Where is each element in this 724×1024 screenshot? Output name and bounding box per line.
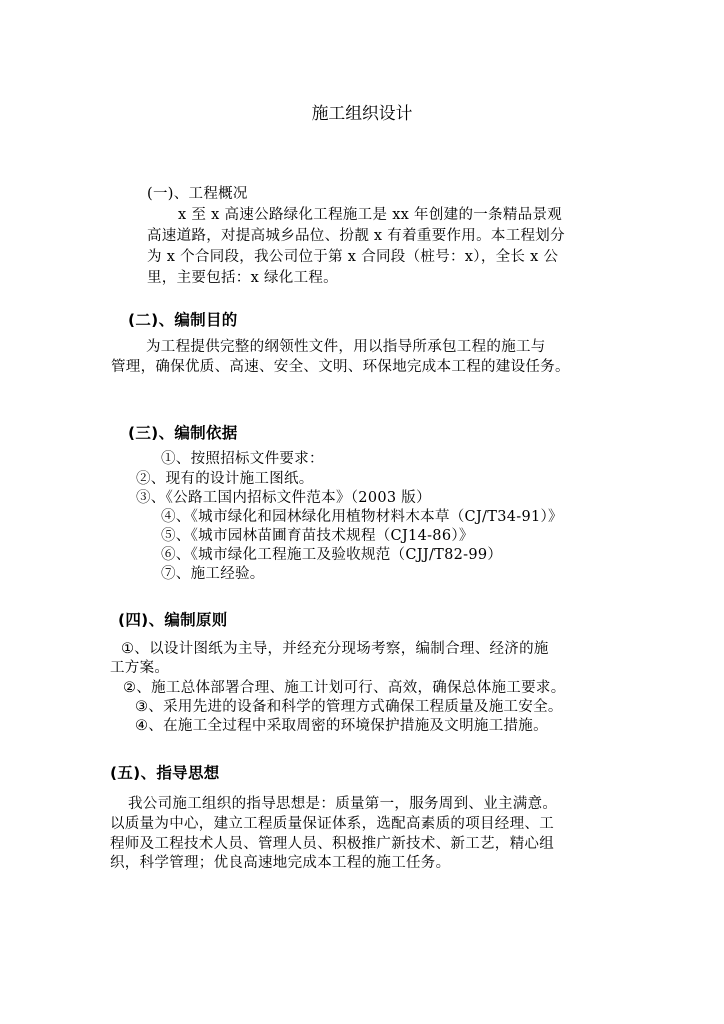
section4-heading: (四)、编制原则 [118,611,228,629]
section3-item: ②、现有的设计施工图纸。 [136,471,314,487]
section3-item: ⑥、《城市绿化工程施工及验收规范（CJJ/T82-99） [161,547,503,563]
section4-line: 工方案。 [110,660,170,676]
section3-heading: (三)、编制依据 [128,424,238,442]
section2-line: 管理，确保优质、高速、安全、文明、环保地完成本工程的建设任务。 [111,359,570,375]
section1-line: 里，主要包括：x 绿化工程。 [147,270,338,286]
section3-item: ①、按照招标文件要求： [161,451,324,467]
section4-line: ③、采用先进的设备和科学的管理方式确保工程质量及施工安全。 [135,699,563,715]
document-title: 施工组织设计 [311,103,413,123]
section1-line: 为 x 个合同段，我公司位于第 x 合同段（桩号：x），全长 x 公 [147,249,559,265]
section5-line: 以质量为中心，建立工程质量保证体系，选配高素质的项目经理、工 [110,816,554,832]
section3-item: ⑦、施工经验。 [161,566,265,582]
section4-line: ④、在施工全过程中采取周密的环境保护措施及文明施工措施。 [135,718,548,734]
section5-line: 我公司施工组织的指导思想是：质量第一，服务周到、业主满意。 [128,796,558,812]
section1-line: x 至 x 高速公路绿化工程施工是 xx 年创建的一条精品景观 [178,207,563,223]
section5-line: 程师及工程技术人员、管理人员、积极推广新技术、新工艺，精心组 [110,836,554,852]
section5-heading: (五)、指导思想 [110,764,220,782]
section2-heading: (二)、编制目的 [128,311,238,329]
section4-line: ②、施工总体部署合理、施工计划可行、高效，确保总体施工要求。 [123,680,566,696]
section1-heading: (一)、工程概况 [147,186,248,202]
section2-line: 为工程提供完整的纲领性文件，用以指导所承包工程的施工与 [146,339,546,355]
section4-line: ①、以设计图纸为主导，并经充分现场考察，编制合理、经济的施 [121,641,549,657]
section5-line: 织，科学管理；优良高速地完成本工程的施工任务。 [110,855,451,871]
section1-line: 高速道路，对提高城乡品位、扮靓 x 有着重要作用。本工程划分 [147,228,565,244]
section3-item: ④、《城市绿化和园林绿化用植物材料木本草（CJ/T34-91）》 [161,509,563,525]
section3-item: ③、《公路工国内招标文件范本》（2003 版） [136,490,431,506]
section3-item: ⑤、《城市园林苗圃育苗技术规程（CJ14-86）》 [161,528,474,544]
